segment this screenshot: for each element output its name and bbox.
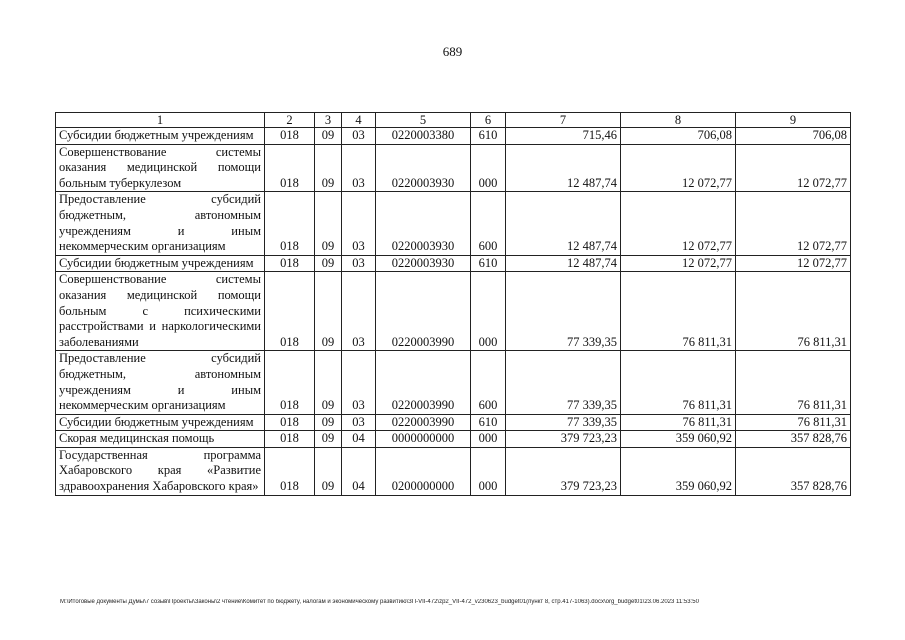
cell-section: 09	[315, 447, 342, 495]
cell-target-article: 0200000000	[376, 447, 471, 495]
row-name: Предоставление субсидий бюджетным, автономным учреждениям и иным некоммерческим организациям	[56, 192, 265, 255]
cell-expense-type: 600	[471, 351, 506, 414]
cell-admin-code: 018	[265, 414, 315, 431]
table-row	[56, 447, 851, 495]
cell-subsection: 04	[342, 431, 376, 448]
cell-target-article: 0220003930	[376, 192, 471, 255]
cell-amount-8: 12 072,77	[621, 144, 736, 192]
cell-amount-9: 12 072,77	[736, 255, 851, 272]
row-name: Субсидии бюджетным учреждениям	[56, 414, 265, 431]
header-col-8: 8	[621, 113, 736, 128]
cell-amount-8: 12 072,77	[621, 255, 736, 272]
cell-section: 09	[315, 351, 342, 414]
header-col-6: 6	[471, 113, 506, 128]
cell-amount-9: 357 828,76	[736, 431, 851, 448]
cell-amount-8: 706,08	[621, 128, 736, 145]
cell-amount-8: 12 072,77	[621, 192, 736, 255]
cell-amount-8: 76 811,31	[621, 414, 736, 431]
cell-amount-8: 359 060,92	[621, 447, 736, 495]
cell-subsection: 04	[342, 447, 376, 495]
table-row	[56, 351, 851, 414]
cell-target-article: 0220003930	[376, 255, 471, 272]
cell-target-article: 0220003990	[376, 272, 471, 351]
row-name: Совершенствование системы оказания медицинской помощи больным туберкулезом	[56, 144, 265, 192]
cell-subsection: 03	[342, 255, 376, 272]
cell-expense-type: 610	[471, 128, 506, 145]
cell-expense-type: 000	[471, 447, 506, 495]
cell-section: 09	[315, 431, 342, 448]
cell-expense-type: 000	[471, 431, 506, 448]
cell-amount-9: 76 811,31	[736, 351, 851, 414]
cell-amount-7: 77 339,35	[506, 351, 621, 414]
cell-admin-code: 018	[265, 447, 315, 495]
cell-admin-code: 018	[265, 431, 315, 448]
header-col-2: 2	[265, 113, 315, 128]
row-name: Субсидии бюджетным учреждениям	[56, 255, 265, 272]
header-col-9: 9	[736, 113, 851, 128]
cell-target-article: 0220003990	[376, 351, 471, 414]
header-col-1: 1	[56, 113, 265, 128]
cell-section: 09	[315, 272, 342, 351]
cell-expense-type: 000	[471, 144, 506, 192]
cell-amount-7: 77 339,35	[506, 272, 621, 351]
cell-admin-code: 018	[265, 272, 315, 351]
cell-amount-9: 357 828,76	[736, 447, 851, 495]
header-col-5: 5	[376, 113, 471, 128]
cell-subsection: 03	[342, 192, 376, 255]
cell-subsection: 03	[342, 128, 376, 145]
cell-section: 09	[315, 255, 342, 272]
cell-target-article: 0220003380	[376, 128, 471, 145]
row-name: Государственная программа Хабаровского края «Развитие здравоохранения Хабаровского края»	[56, 447, 265, 495]
cell-amount-8: 76 811,31	[621, 351, 736, 414]
cell-amount-7: 12 487,74	[506, 192, 621, 255]
cell-section: 09	[315, 192, 342, 255]
budget-table	[55, 112, 851, 496]
cell-admin-code: 018	[265, 192, 315, 255]
table-row	[56, 128, 851, 145]
row-name: Скорая медицинская помощь	[56, 431, 265, 448]
cell-subsection: 03	[342, 272, 376, 351]
row-name: Предоставление субсидий бюджетным, автономным учреждениям и иным некоммерческим организациям	[56, 351, 265, 414]
cell-amount-7: 379 723,23	[506, 431, 621, 448]
header-col-7: 7	[506, 113, 621, 128]
table-row	[56, 255, 851, 272]
cell-amount-8: 359 060,92	[621, 431, 736, 448]
table-row	[56, 414, 851, 431]
table-row	[56, 431, 851, 448]
cell-expense-type: 610	[471, 255, 506, 272]
cell-subsection: 03	[342, 351, 376, 414]
cell-admin-code: 018	[265, 351, 315, 414]
header-col-4: 4	[342, 113, 376, 128]
cell-target-article: 0220003930	[376, 144, 471, 192]
row-name: Совершенствование системы оказания медицинской помощи больным с психическими расстройствами и наркологическими заболеваниями	[56, 272, 265, 351]
cell-expense-type: 600	[471, 192, 506, 255]
cell-amount-7: 379 723,23	[506, 447, 621, 495]
cell-admin-code: 018	[265, 128, 315, 145]
cell-amount-8: 76 811,31	[621, 272, 736, 351]
header-col-3: 3	[315, 113, 342, 128]
cell-amount-7: 12 487,74	[506, 144, 621, 192]
page-number: 689	[442, 44, 463, 59]
cell-section: 09	[315, 414, 342, 431]
cell-amount-9: 76 811,31	[736, 272, 851, 351]
cell-expense-type: 000	[471, 272, 506, 351]
cell-section: 09	[315, 128, 342, 145]
cell-target-article: 0000000000	[376, 431, 471, 448]
cell-section: 09	[315, 144, 342, 192]
row-name: Субсидии бюджетным учреждениям	[56, 128, 265, 145]
table-row	[56, 144, 851, 192]
cell-subsection: 03	[342, 414, 376, 431]
cell-admin-code: 018	[265, 255, 315, 272]
cell-amount-7: 77 339,35	[506, 414, 621, 431]
cell-amount-9: 12 072,77	[736, 192, 851, 255]
document-path-footer: M:\Итоговые документы Думы\7 созыв\Проекты\Законы\2 чтение\Комитет по бюджету, налогам и экономическому развитию\ЗП-VII-472\zp2_VII-472_v230623_budget01(пункт 8, стр.417-1063).docx\org_budget01\23.06.2023 11:53:50	[60, 599, 699, 605]
cell-amount-7: 12 487,74	[506, 255, 621, 272]
cell-amount-7: 715,46	[506, 128, 621, 145]
cell-subsection: 03	[342, 144, 376, 192]
cell-target-article: 0220003990	[376, 414, 471, 431]
cell-expense-type: 610	[471, 414, 506, 431]
table-header-row	[56, 113, 851, 128]
table-row	[56, 192, 851, 255]
cell-amount-9: 12 072,77	[736, 144, 851, 192]
cell-amount-9: 76 811,31	[736, 414, 851, 431]
table-row	[56, 272, 851, 351]
cell-admin-code: 018	[265, 144, 315, 192]
cell-amount-9: 706,08	[736, 128, 851, 145]
